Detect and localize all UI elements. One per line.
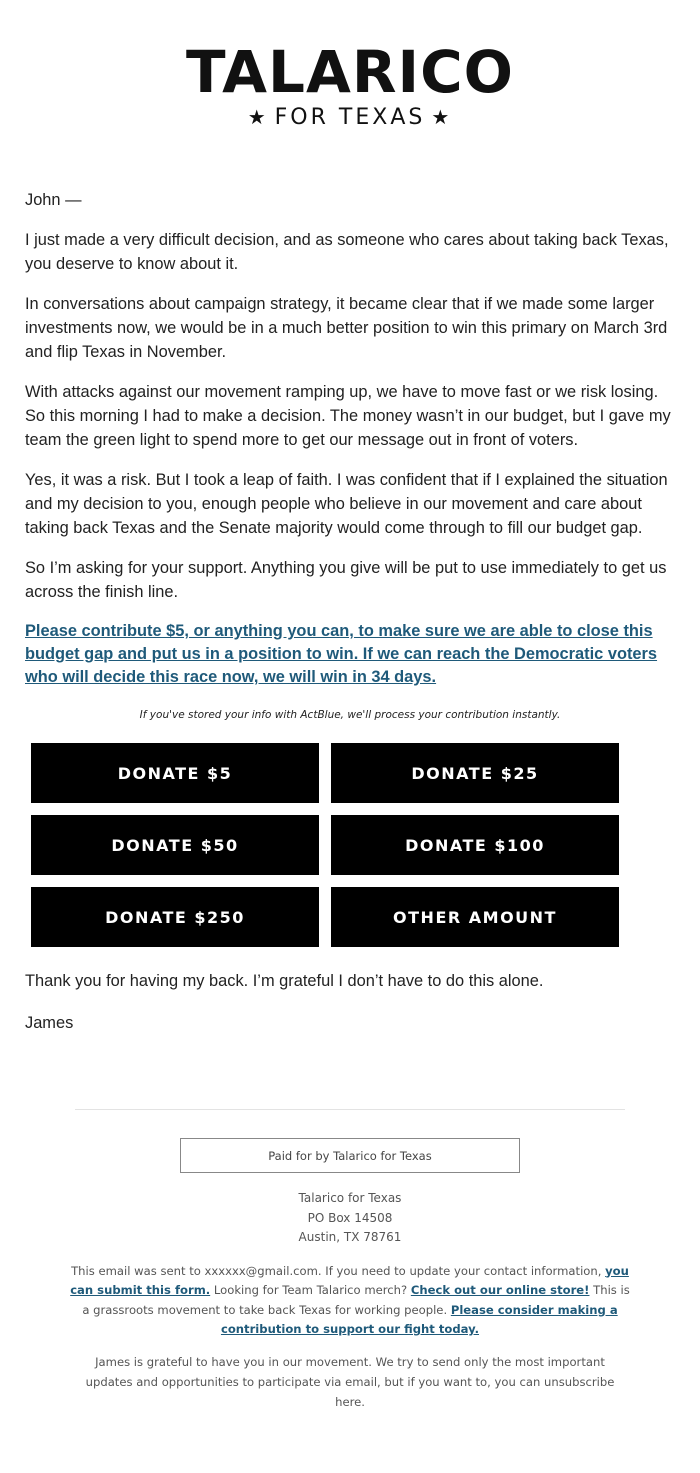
logo-title: TALARICO: [186, 38, 514, 106]
footer: [0, 1138, 700, 1412]
paid-for-disclaimer: Paid for by Talarico for Texas: [180, 1138, 520, 1173]
footer-contribute-link[interactable]: Please consider making a contribution to support our fight today.: [220, 1302, 618, 1336]
donate-250-button[interactable]: DONATE $250: [31, 887, 319, 947]
unsubscribe-text: James is grateful to have you in our movement. We try to send only the most important updates and opportunities to participate via email, but if you want to, you can unsubscribe here.: [85, 1354, 615, 1409]
signature: James: [25, 1014, 74, 1032]
star-icon: ★: [247, 105, 269, 129]
email-body: [0, 140, 700, 721]
thank-you-text: Thank you for having my back. I’m grateful I don’t have to do this alone.: [25, 972, 544, 990]
paragraph: In conversations about campaign strategy, it became clear that if we made some larger investments now, we would be in a much better position to win this primary on March 3rd and flip Texas in November.: [25, 295, 668, 361]
paragraph: Yes, it was a risk. But I took a leap of faith. I was confident that if I explained the situation and my decision to you, enough people who believe in our movement and care about taking back Texas and the Senate majority would come through to fill our budget gap.: [25, 471, 668, 537]
online-store-link[interactable]: Check out our online store!: [410, 1283, 590, 1297]
paragraph: I just made a very difficult decision, and as someone who cares about taking back Texas, you deserve to know about it.: [25, 231, 669, 273]
contribute-link[interactable]: Please contribute $5, or anything you can, to make sure we are able to close this budget gap and put us in a position to win. If we can reach the Democratic voters who will decide this race now, we will win in 34 days.: [25, 622, 658, 686]
donate-100-button[interactable]: DONATE $100: [331, 815, 619, 875]
logo-subtitle-row: [0, 104, 700, 131]
greeting: John —: [25, 191, 82, 209]
star-icon: ★: [431, 105, 453, 129]
closing: [0, 947, 700, 1035]
logo-subtitle: FOR TEXAS: [274, 105, 426, 130]
paragraph: With attacks against our movement ramping up, we have to move fast or we risk losing. So this morning I had to make a decision. The money wasn’t in our budget, but I gave my team the green light to spend more to get our message out in front of voters.: [25, 383, 671, 449]
address-line: Austin, TX 78761: [298, 1230, 402, 1244]
grassroots-text: This is a grassroots movement to take back Texas for working people.: [82, 1283, 630, 1317]
donate-50-button[interactable]: DONATE $50: [31, 815, 319, 875]
donate-5-button[interactable]: DONATE $5: [31, 743, 319, 803]
mailing-address: [0, 1189, 700, 1248]
paragraph: So I’m asking for your support. Anything you give will be put to use immediately to get us across the finish line.: [25, 559, 667, 601]
campaign-logo: [0, 0, 700, 140]
legal-text: [70, 1262, 630, 1340]
sent-to-text: This email was sent to xxxxxx@gmail.com. If you need to update your contact information,: [71, 1263, 606, 1278]
address-line: Talarico for Texas: [298, 1191, 402, 1205]
donate-25-button[interactable]: DONATE $25: [331, 743, 619, 803]
donate-buttons-grid: [31, 743, 700, 947]
footer-divider: [75, 1109, 625, 1110]
other-amount-button[interactable]: OTHER AMOUNT: [331, 887, 619, 947]
address-line: PO Box 14508: [307, 1210, 393, 1225]
merch-text: Looking for Team Talarico merch?: [210, 1283, 411, 1297]
actblue-note: If you've stored your info with ActBlue, we'll process your contribution instantly.: [139, 709, 561, 721]
update-info-link[interactable]: you can submit this form.: [70, 1263, 629, 1297]
